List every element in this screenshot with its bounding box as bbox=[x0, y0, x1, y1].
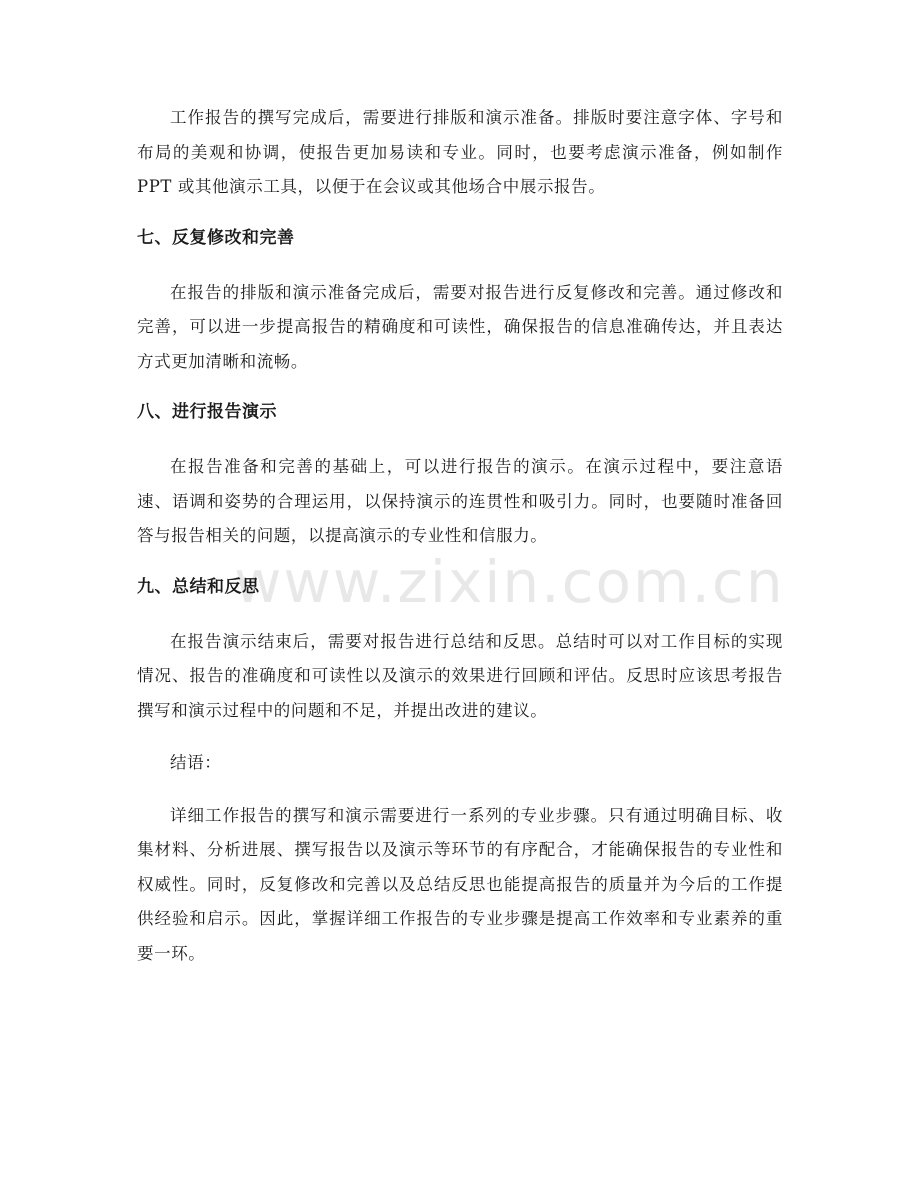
paragraph-reflection: 在报告演示结束后，需要对报告进行总结和反思。总结时可以对工作目标的实现情况、报告的准确度和可读性以及演示的效果进行回顾和评估。反思时应该思考报告撰写和演示过程中的问题和不足，并提出改进的建议。 bbox=[137, 631, 783, 720]
section-heading-8: 八、进行报告演示 bbox=[137, 402, 277, 422]
watermark-text: www.zixin.com.cn bbox=[234, 548, 785, 616]
section-heading-9: 九、总结和反思 bbox=[137, 576, 260, 597]
document-body bbox=[137, 101, 783, 971]
conclusion-label: 结语： bbox=[170, 753, 222, 772]
paragraph-presentation: 在报告准备和完善的基础上，可以进行报告的演示。在演示过程中，要注意语速、语调和姿势的合理运用，以保持演示的连贯性和吸引力。同时，也要随时准备回答与报告相关的问题，以提高演示的专业性和信服力。 bbox=[137, 457, 783, 545]
section-heading-7: 七、反复修改和完善 bbox=[137, 227, 295, 248]
paragraph-revision: 在报告的排版和演示准备完成后，需要对报告进行反复修改和完善。通过修改和完善，可以进一步提高报告的精确度和可读性，确保报告的信息准确传达，并且表达方式更加清晰和流畅。 bbox=[137, 282, 783, 371]
paragraph-conclusion: 详细工作报告的撰写和演示需要进行一系列的专业步骤。只有通过明确目标、收集材料、分析进展、撰写报告以及演示等环节的有序配合，才能确保报告的专业性和权威性。同时，反复修改和完善以及总结反思也能提高报告的质量并为今后的工作提供经验和启示。因此，掌握详细工作报告的专业步骤是提高工作效率和专业素养的重要一环。 bbox=[137, 805, 783, 963]
paragraph-layout-preparation: 工作报告的撰写完成后，需要进行排版和演示准备。排版时要注意字体、字号和布局的美观和协调，使报告更加易读和专业。同时，也要考虑演示准备，例如制作 PPT 或其他演示工具，以便于在会议或其他场合中展示报告。 bbox=[137, 108, 783, 196]
